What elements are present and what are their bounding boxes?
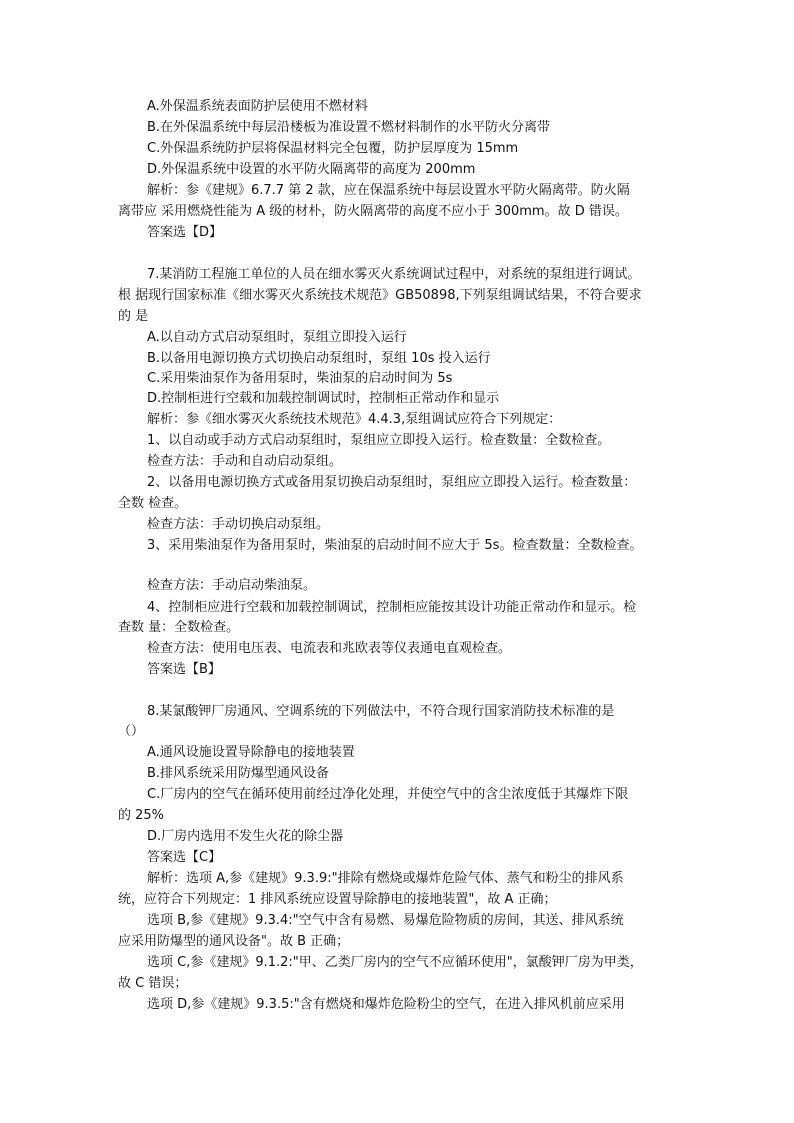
option-c: C.外保温系统防护层将保温材料完全包覆，防护层厚度为 15mm [147, 141, 519, 156]
analysis-line: 故 C 错误； [118, 976, 188, 991]
analysis-line: 解析：参《建规》6.7.7 第 2 款，应在保温系统中每层设置水平防火隔离带。防火隔 [147, 183, 630, 198]
analysis-line: 应采用防爆型的通风设备"。故 B 正确； [118, 934, 350, 949]
answer-line: 答案选【C】 [147, 850, 222, 865]
analysis-item: 全数 检查。 [118, 496, 188, 511]
answer-line: 答案选【B】 [147, 662, 221, 677]
analysis-method: 检查方法：使用电压表、电流表和兆欧表等仪表通电直观检查。 [147, 641, 512, 656]
option-b: B.在外保温系统中每层沿楼板为准设置不燃材料制作的水平防火分离带 [147, 120, 551, 135]
analysis-method: 检查方法：手动和自动启动泵组。 [147, 454, 343, 469]
option-d: D.控制柜进行空载和加载控制调试时，控制柜正常动作和显示 [147, 391, 500, 406]
option-d: D.外保温系统中设置的水平防火隔离带的高度为 200mm [147, 162, 476, 177]
analysis-item: 2、以备用电源切换方式或备用泵切换启动泵组时，泵组应立即投入运行。检查数量： [147, 475, 637, 490]
analysis-line: 解析：选项 A,参《建规》9.3.9:"排除有燃烧或爆炸危险气体、蒸气和粉尘的排风系 [147, 871, 624, 886]
analysis-line: 选项 D,参《建规》9.3.5:"含有燃烧和爆炸危险粉尘的空气，在进入排风机前应采用 [147, 997, 625, 1012]
option-c: 的 25% [118, 808, 165, 823]
analysis-method: 检查方法：手动切换启动泵组。 [147, 517, 330, 532]
question-stem: （） [118, 724, 145, 739]
analysis-item: 查数 量：全数检查。 [118, 620, 240, 635]
option-a: A.通风设施设置导除静电的接地装置 [147, 745, 355, 760]
analysis-line: 选项 C,参《建规》9.1.2:"甲、乙类厂房内的空气不应循环使用"，氯酸钾厂房为甲类， [147, 955, 643, 970]
option-c: C.采用柴油泵作为备用泵时，柴油泵的启动时间为 5s [147, 371, 453, 386]
option-c: C.厂房内的空气在循环使用前经过净化处理，并使空气中的含尘浓度低于其爆炸下限 [147, 787, 629, 802]
option-a: A.外保温系统表面防护层使用不燃材料 [147, 99, 368, 114]
analysis-item: 3、采用柴油泵作为备用泵时，柴油泵的启动时间不应大于 5s。检查数量：全数检查。 [147, 538, 643, 553]
analysis-line: 离带应 采用燃烧性能为 A 级的材朴，防火隔离带的高度不应小于 300mm。故 D 错误。 [118, 204, 628, 219]
answer-line: 答案选【D】 [147, 225, 223, 240]
option-d: D.厂房内选用不发生火花的除尘器 [147, 829, 344, 844]
option-a: A.以自动方式启动泵组时，泵组立即投入运行 [147, 330, 407, 345]
analysis-line: 统，应符合下列规定：1 排风系统应设置导除静电的接地装置"，故 A 正确； [118, 892, 557, 907]
analysis-item: 1、以自动或手动方式启动泵组时，泵组应立即投入运行。检查数量：全数检查。 [147, 433, 611, 448]
analysis-line: 选项 B,参《建规》9.3.4:"空气中含有易燃、易爆危险物质的房间，其送、排风系统 [147, 913, 624, 928]
question-stem: 8.某氯酸钾厂房通风、空调系统的下列做法中，不符合现行国家消防技术标准的是 [147, 704, 615, 719]
question-stem: 根 据现行国家标准《细水雾灭火系统技术规范》GB50898,下列泵组调试结果，不符合要求 [118, 288, 642, 303]
option-b: B.以备用电源切换方式切换启动泵组时，泵组 10s 投入运行 [147, 351, 491, 366]
option-b: B.排风系统采用防爆型通风设备 [147, 766, 330, 781]
analysis-method: 检查方法：手动启动柴油泵。 [147, 578, 317, 593]
question-stem: 的 是 [118, 309, 149, 324]
analysis-item: 4、控制柜应进行空载和加载控制调试，控制柜应能按其设计功能正常动作和显示。检 [147, 600, 637, 615]
analysis-line: 解析：参《细水雾灭火系统技术规范》4.4.3,泵组调试应符合下列规定： [147, 412, 562, 427]
question-stem: 7.某消防工程施工单位的人员在细水雾灭火系统调试过程中，对系统的泵组进行调试。 [147, 267, 641, 282]
